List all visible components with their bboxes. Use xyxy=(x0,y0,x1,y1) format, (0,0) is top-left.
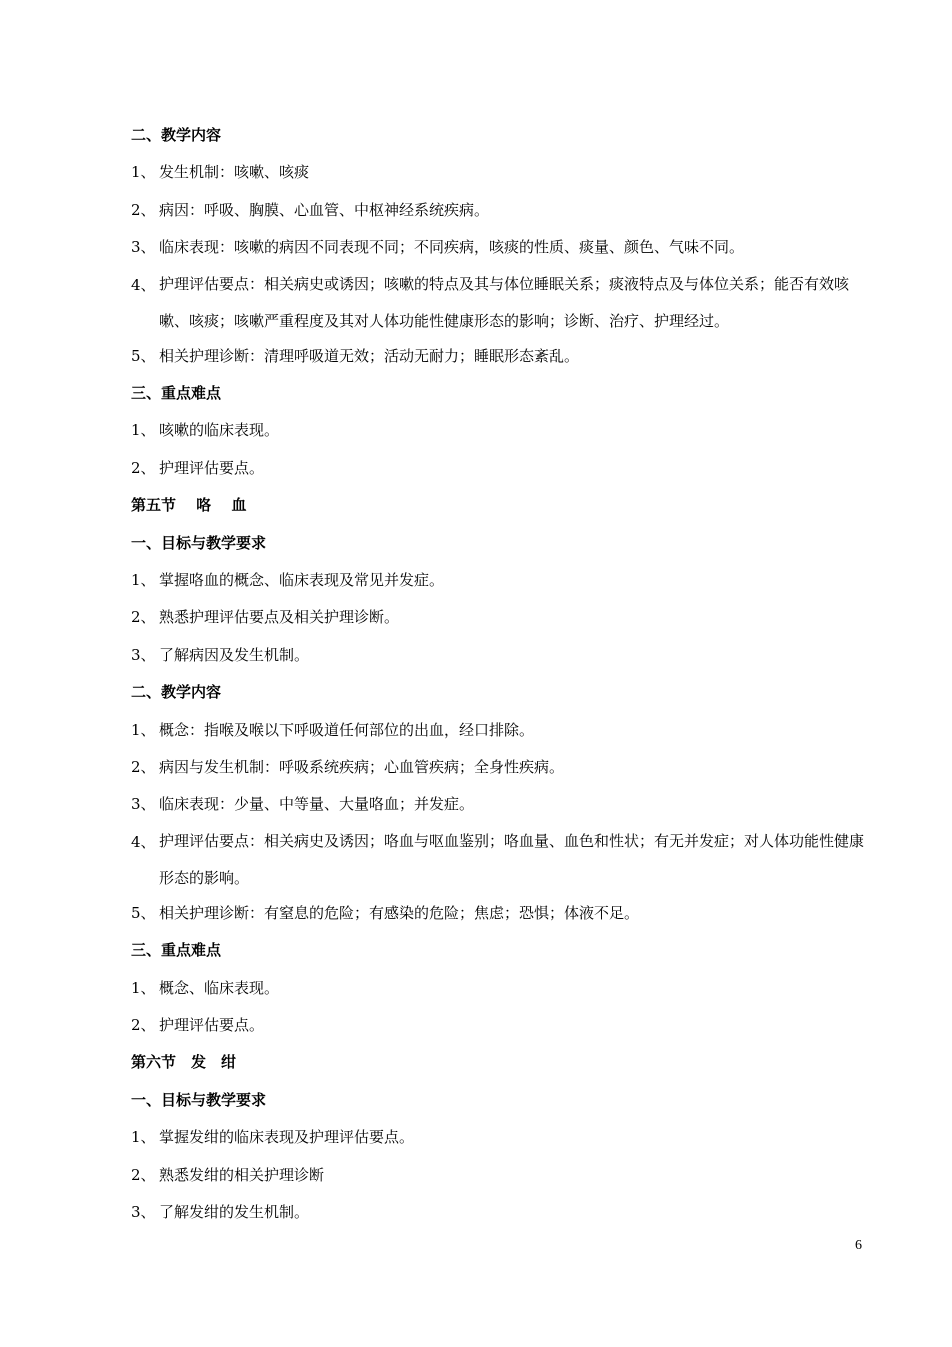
list-item-number: 1、 xyxy=(131,1128,156,1147)
list-item xyxy=(131,1160,866,1197)
list-item-text: 病因与发生机制：呼吸系统疾病；心血管疾病；全身性疾病。 xyxy=(159,757,565,776)
list-item-number: 3、 xyxy=(131,1203,156,1222)
section-heading: 三、重点难点 xyxy=(131,384,222,403)
list-item-number: 4、 xyxy=(131,832,156,851)
section-heading: 一、目标与教学要求 xyxy=(131,1090,267,1109)
list-item-number: 1、 xyxy=(131,571,156,590)
list-item xyxy=(131,1197,866,1234)
list-item-number: 1、 xyxy=(131,421,156,440)
list-item xyxy=(131,270,866,341)
list-item-number: 3、 xyxy=(131,795,156,814)
list-item-text: 概念：指喉及喉以下呼吸道任何部位的出血，经口排除。 xyxy=(159,720,535,739)
list-item-text: 临床表现：咳嗽的病因不同表现不同；不同疾病，咳痰的性质、痰量、颜色、气味不同。 xyxy=(159,238,745,257)
section-heading: 二、教学内容 xyxy=(131,126,222,144)
list-item-number: 2、 xyxy=(131,458,156,477)
list-item xyxy=(131,898,866,935)
list-item-number: 5、 xyxy=(131,346,156,365)
list-item xyxy=(131,565,866,602)
list-item-text: 护理评估要点：相关病史或诱因；咳嗽的特点及其与体位睡眠关系；痰液特点及与体位关系；能否有效咳嗽、咳痰；咳嗽严重程度及其对人体功能性健康形态的影响；诊断、治疗、护理经过。 xyxy=(159,274,850,331)
list-item xyxy=(131,602,866,639)
list-item-text: 熟悉护理评估要点及相关护理诊断。 xyxy=(159,608,400,627)
list-item xyxy=(131,789,866,826)
list-item-number: 3、 xyxy=(131,238,156,257)
list-item-text: 相关护理诊断：有窒息的危险；有感染的危险；焦虑；恐惧；体液不足。 xyxy=(159,903,640,922)
list-item xyxy=(131,232,866,269)
section-heading: 第五节 咯 血 xyxy=(131,496,247,515)
section-heading: 第六节 发 绀 xyxy=(131,1053,237,1072)
list-item-text: 护理评估要点。 xyxy=(159,1016,265,1035)
list-item xyxy=(131,195,866,232)
list-item xyxy=(131,157,866,194)
list-item xyxy=(131,341,866,378)
list-item-text: 相关护理诊断：清理呼吸道无效；活动无耐力；睡眠形态紊乱。 xyxy=(159,346,580,365)
list-item-number: 1、 xyxy=(131,978,156,997)
page-content xyxy=(131,120,866,1234)
list-item-text: 临床表现：少量、中等量、大量咯血；并发症。 xyxy=(159,795,475,814)
list-item xyxy=(131,1010,866,1047)
list-item-number: 2、 xyxy=(131,200,156,219)
list-item-text: 熟悉发绀的相关护理诊断 xyxy=(159,1165,325,1184)
list-item xyxy=(131,973,866,1010)
list-item xyxy=(131,1122,866,1159)
list-item-number: 3、 xyxy=(131,645,156,664)
list-item-text: 咳嗽的临床表现。 xyxy=(159,421,280,440)
section-heading: 二、教学内容 xyxy=(131,683,222,702)
list-item-number: 2、 xyxy=(131,1016,156,1035)
section-heading: 三、重点难点 xyxy=(131,941,222,960)
page-number: 6 xyxy=(855,1238,862,1253)
list-item xyxy=(131,827,866,898)
list-item xyxy=(131,415,866,452)
list-item xyxy=(131,453,866,490)
list-item-text: 了解病因及发生机制。 xyxy=(159,645,310,664)
section-heading: 一、目标与教学要求 xyxy=(131,533,267,552)
list-item xyxy=(131,640,866,677)
list-item xyxy=(131,752,866,789)
list-item-text: 了解发绀的发生机制。 xyxy=(159,1203,310,1222)
list-item-number: 2、 xyxy=(131,608,156,627)
list-item-text: 掌握发绀的临床表现及护理评估要点。 xyxy=(159,1128,415,1147)
list-item-text: 护理评估要点：相关病史及诱因；咯血与呕血鉴别；咯血量、血色和性状；有无并发症；对人体功能性健康形态的影响。 xyxy=(159,832,865,888)
list-item-text: 护理评估要点。 xyxy=(159,458,265,477)
list-item-text: 发生机制：咳嗽、咳痰 xyxy=(159,163,310,182)
list-item-number: 5、 xyxy=(131,903,156,922)
list-item-number: 1、 xyxy=(131,720,156,739)
list-item-number: 2、 xyxy=(131,1165,156,1184)
list-item-number: 4、 xyxy=(131,275,156,294)
list-item-text: 概念、临床表现。 xyxy=(159,978,280,997)
list-item-text: 掌握咯血的概念、临床表现及常见并发症。 xyxy=(159,571,445,590)
list-item-number: 1、 xyxy=(131,163,156,182)
list-item xyxy=(131,715,866,752)
list-item-text: 病因：呼吸、胸膜、心血管、中枢神经系统疾病。 xyxy=(159,200,490,219)
list-item-number: 2、 xyxy=(131,757,156,776)
